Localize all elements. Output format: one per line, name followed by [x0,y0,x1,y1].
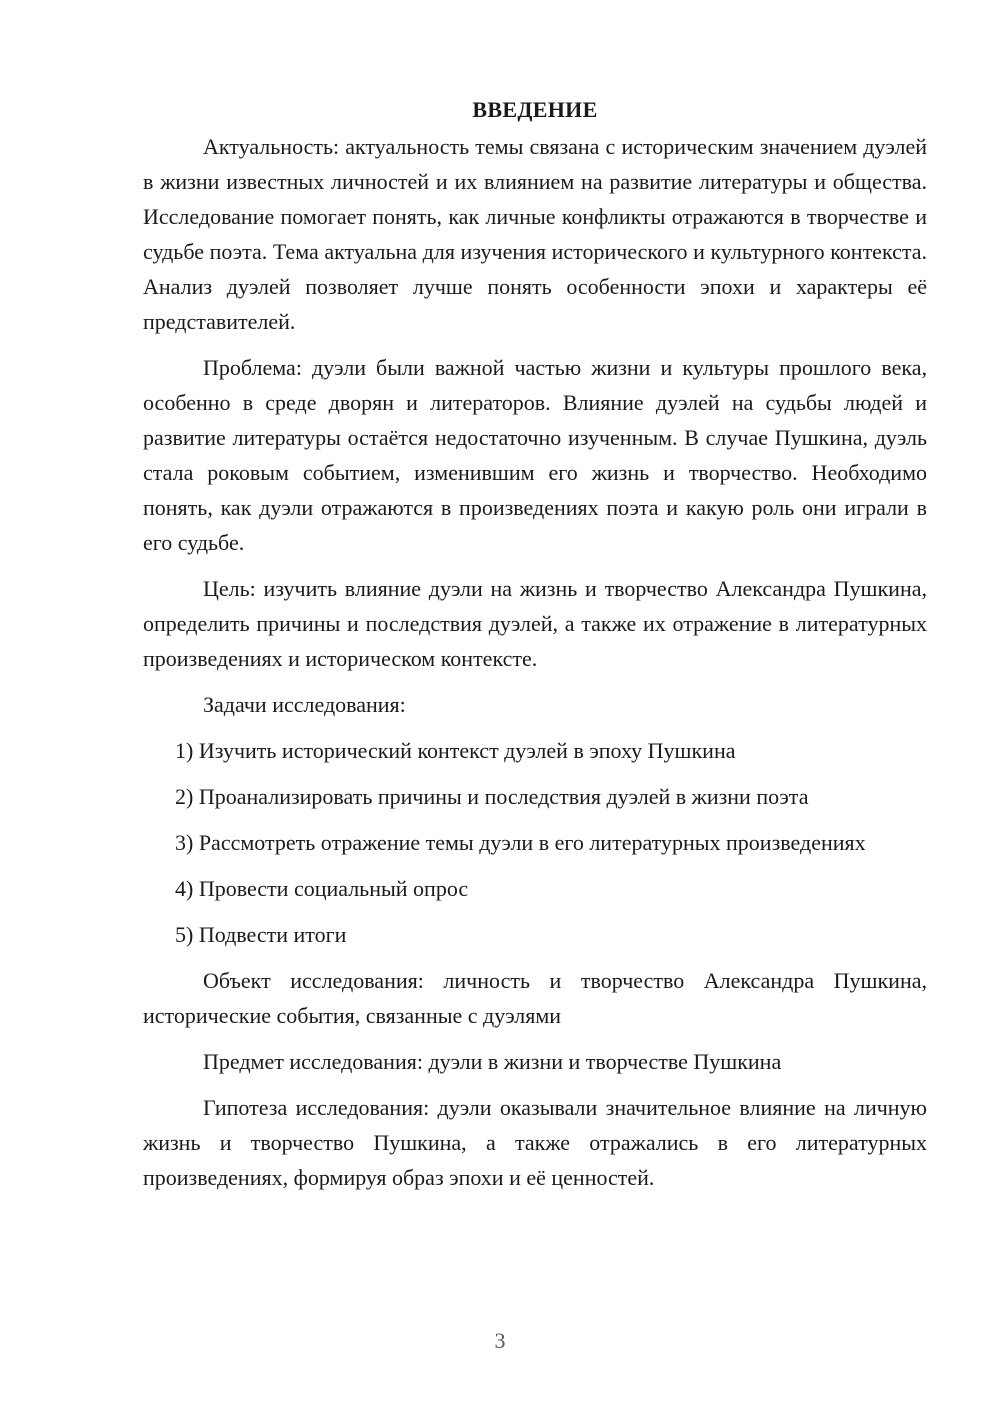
paragraph-relevance: Актуальность: актуальность темы связана с историческим значением дуэлей в жизни известных личностей и их влиянием на развитие литературы и общества. Исследование помогает понять, как личные конфликты отражаются в творчестве и судьбе поэта. Тема актуальна для изучения исторического и культурного контекста. Анализ дуэлей позволяет лучше понять особенности эпохи и характеры её представителей. [143,134,927,334]
document-page [143,95,927,1206]
task-item-2: 2) Проанализировать причины и последствия дуэлей в жизни поэта [175,784,809,809]
task-item-1: 1) Изучить исторический контекст дуэлей в эпоху Пушкина [175,738,736,763]
paragraph-tasks-heading: Задачи исследования: [203,692,406,717]
page-number: 3 [494,1328,506,1353]
task-item-4: 4) Провести социальный опрос [175,876,469,901]
paragraph-goal: Цель: изучить влияние дуэли на жизнь и творчество Александра Пушкина, определить причины и последствия дуэлей, а также их отражение в литературных произведениях и историческом контексте. [143,576,927,671]
paragraph-hypothesis: Гипотеза исследования: дуэли оказывали значительное влияние на личную жизнь и творчество Пушкина, а также отражались в его литературных произведениях, формируя образ эпохи и её ценностей. [143,1095,927,1190]
paragraph-object: Объект исследования: личность и творчество Александра Пушкина, исторические события, связанные с дуэлями [143,968,927,1028]
task-item-3: 3) Рассмотреть отражение темы дуэли в его литературных произведениях [175,830,866,855]
paragraph-subject: Предмет исследования: дуэли в жизни и творчестве Пушкина [203,1049,782,1074]
task-item-5: 5) Подвести итоги [175,922,347,947]
section-title: ВВЕДЕНИЕ [472,97,598,122]
paragraph-problem: Проблема: дуэли были важной частью жизни и культуры прошлого века, особенно в среде дворян и литераторов. Влияние дуэлей на судьбы людей и развитие литературы остаётся недостаточно изученным. В случае Пушкина, дуэль стала роковым событием, изменившим его жизнь и творчество. Необходимо понять, как дуэли отражаются в произведениях поэта и какую роль они играли в его судьбе. [143,355,927,555]
